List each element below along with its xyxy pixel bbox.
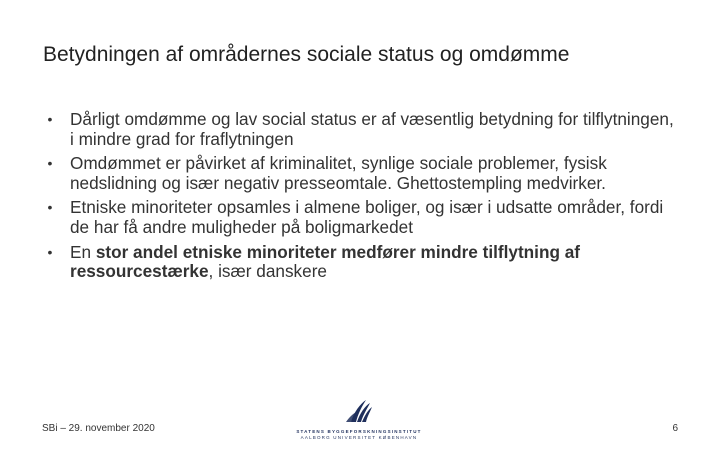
page-number: 6 [672, 423, 678, 434]
bullet-list [40, 110, 680, 287]
slide-title: Betydningen af områdernes sociale status og omdømme [43, 43, 570, 66]
logo-text-university: AALBORG UNIVERSITET KØBENHAVN [300, 435, 418, 440]
bullet-dot-icon: • [47, 111, 53, 127]
bullet-item [40, 243, 680, 282]
bullet-item [40, 110, 680, 149]
footer-date: SBi – 29. november 2020 [42, 423, 155, 434]
bullet-item [40, 154, 680, 193]
bullet-text: Dårligt omdømme og lav social status er af væsentlig betydning for tilflytningen, i mindre grad for fraflytningen [70, 109, 674, 149]
bullet-item [40, 198, 680, 237]
bullet-text: En [70, 241, 96, 262]
logo-text-institute: STATENS BYGGEFORSKNINGSINSTITUT [296, 429, 422, 434]
bullet-text: Omdømmet er påvirket af kriminalitet, synlige sociale problemer, fysisk nedslidning og især negativ presseomtale. Ghettostempling medvirker. [70, 153, 607, 193]
sbi-logo [296, 392, 422, 442]
bullet-dot-icon: • [47, 199, 53, 216]
bullet-text: Etniske minoriteter opsamles i almene boliger, og især i udsatte områder, fordi de har få andre muligheder på boligmarkedet [70, 197, 664, 237]
bullet-text: , især danskere [208, 261, 327, 282]
sbi-logo-icon [296, 392, 422, 428]
bullet-text-bold: stor andel etniske minoriteter medfører mindre tilflytning af ressourcestærke [70, 241, 581, 282]
bullet-dot-icon: • [47, 155, 53, 172]
bullet-dot-icon: • [47, 243, 53, 260]
